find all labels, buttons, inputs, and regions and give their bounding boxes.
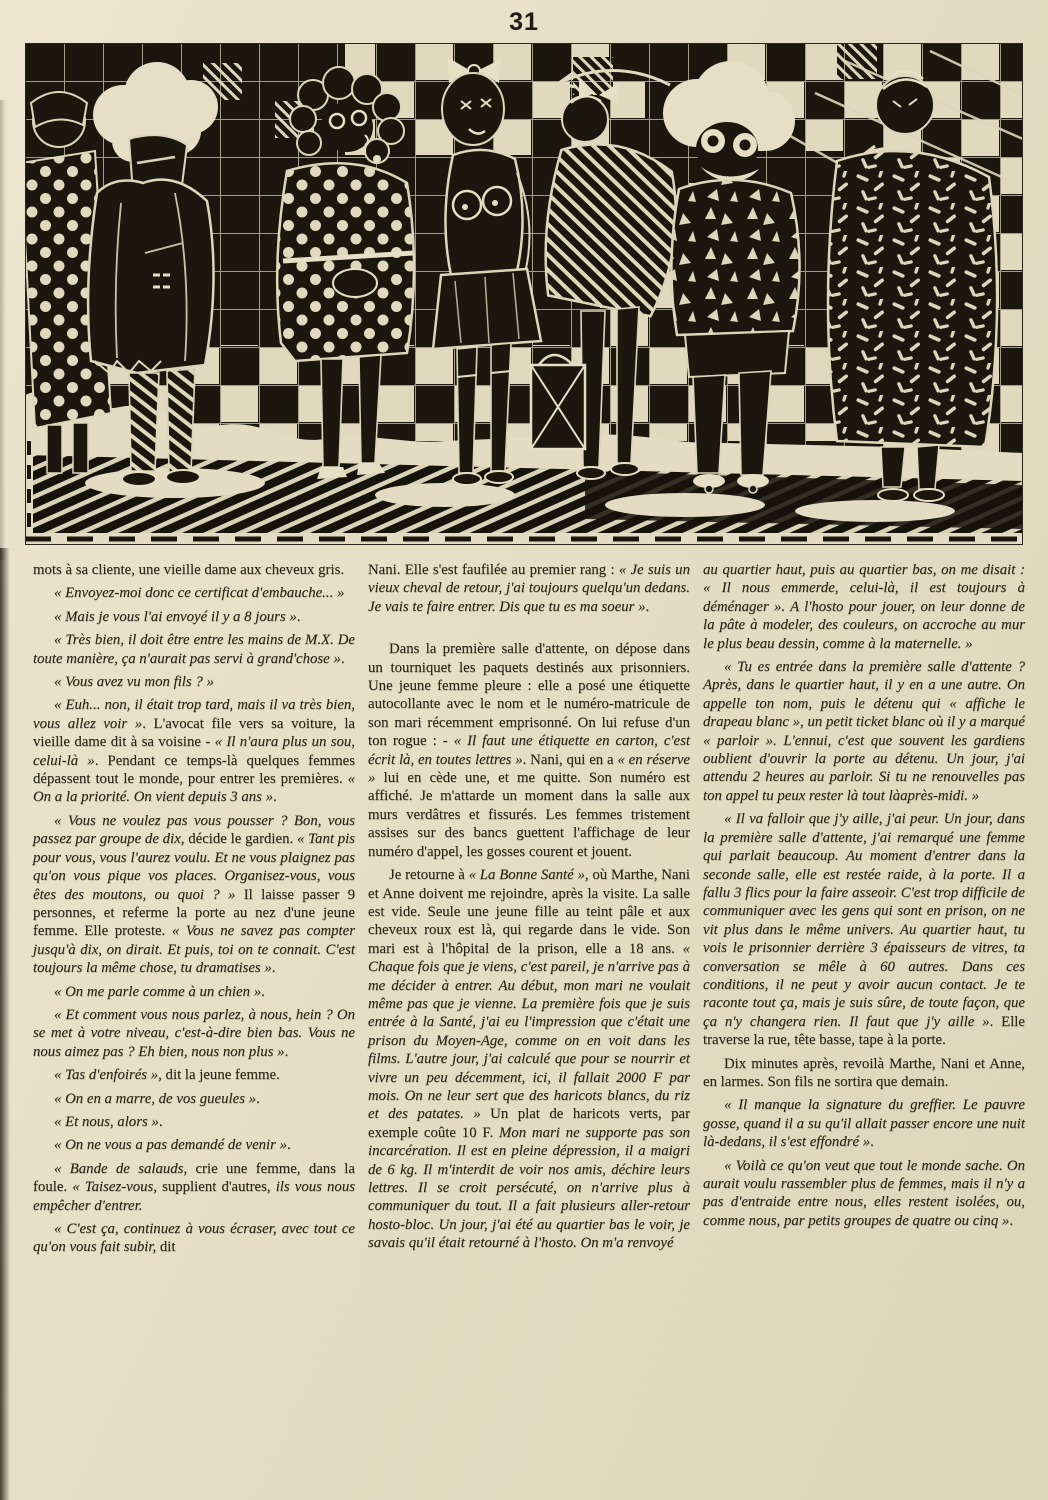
paragraph: « Envoyez-moi donc ce certificat d'embauche... » — [54, 585, 345, 602]
paragraph: « On me parle comme à un chien ». — [54, 983, 265, 1000]
paragraph: « On en a marre, de vos gueules ». — [54, 1090, 260, 1107]
paragraph: Nani. Elle s'est faufilée au premier rang : « Je suis un vieux cheval de retour, j'ai toujours quelqu'un dedans. Je vais te faire entrer. Dis que tu es ma soeur ». — [368, 562, 690, 615]
scan-edge-shadow-upper — [0, 100, 6, 560]
paragraph: « Très bien, il doit être entre les mains de M.X. De toute manière, ça n'aurait pas servi à grand'chose ». — [33, 632, 355, 667]
paragraph: mots à sa cliente, une vieille dame aux cheveux gris. — [33, 562, 345, 578]
paragraph: « C'est ça, continuez à vous écraser, avec tout ce qu'on vous fait subir, dit — [33, 1221, 355, 1256]
linocut-illustration — [25, 43, 1023, 545]
paragraph: Je retourne à « La Bonne Santé », où Marthe, Nani et Anne doivent me rejoindre, après la visite. La salle est vide. Seule une jeune fille au teint pâle et aux cheveux roux est là, qui regarde dans le vide. Son mari est à l'hôpital de la prison, elle a 18 ans. « Chaque fois que je viens, c'est pareil, je n'arrive pas à me décider à entrer. Au début, mon mari ne voulait même pas que je vienne. La première fois que je suis entrée à la Santé, j'ai eu l'impression que c'était une prison du Moyen-Age, comme on en voit dans les films. L'autre jour, j'ai calculé que pour se nourrir et vivre un peu décemment, ici, il fallait 2000 F par mois. On ne leur sert que des haricots blancs, du riz et des patates. » Un plat de haricots verts, par exemple coûte 10 F. Mon mari ne supporte pas son incarcération. Il est en pleine dépression, il a maigri de 6 kg. Il m'interdit de voir nos amis, déchire leurs lettres. Il se croit persécuté, on n'arrive plus à communiquer du tout. Il a fait plusieurs aller-retour hosto-bloc. Un jour, j'ai été au quartier bas le voir, je savais qu'il était retourné à l'hosto. On m'a renvoyé — [368, 867, 690, 1252]
paragraph: « Bande de salauds, crie une femme, dans la foule. « Taisez-vous, supplient d'autres, ils vous nous empêcher d'entrer. — [33, 1160, 355, 1214]
paragraph: « Il manque la signature du greffier. Le pauvre gosse, quand il a su qu'il allait passer encore une nuit là-dedans, il s'est effondré ». — [703, 1097, 1025, 1151]
article-body — [33, 556, 1025, 1257]
paragraph: « Vous ne voulez pas vous pousser ? Bon, vous passez par groupe de dix, décide le gardien. « Tant pis pour vous, vous l'aurez voulu. Et ne vous plaignez pas qu'on vous pique vos places. Organisez-vous, vous êtes des moutons, ou quoi ? » Il laisse passer 9 personnes, et referme la porte au nez d'une jeune femme. Elle proteste. « Vous ne savez pas compter jusqu'à dix, on dirait. Et puis, toi on te connait. C'est toujours la même chose, tu dramatises ». — [33, 812, 356, 977]
text-column-2 — [368, 556, 690, 1257]
paragraph: « Voilà ce qu'on veut que tout le monde sache. On aurait voulu rassembler plus de femmes, mais il n'y a pas d'entraide entre nous, elles restent isolées, ou, comme nous, par petits groupes de quatre ou cinq ». — [703, 1157, 1025, 1229]
text-column-1 — [33, 556, 355, 1257]
scan-edge-shadow — [0, 548, 10, 1500]
paragraph: « Tas d'enfoirés », dit la jeune femme. — [54, 1067, 280, 1084]
paragraph: Dix minutes après, revoilà Marthe, Nani et Anne, en larmes. Son fils ne sortira que demain. — [703, 1055, 1025, 1090]
paragraph: Dans la première salle d'attente, on dépose dans un tourniquet les paquets destinés aux prisonniers. Une jeune femme pleure : elle a posé une étiquette autocollante avec le nom et le numéro-matricule de son mari récemment emprisonné. On lui refuse d'un ton rogue : - « Il faut une étiquette en carton, c'est écrit là, en toutes lettres ». Nani, qui en a « en réserve » lui en cède une, et me quitte. Son numéro est affiché. Je m'attarde un moment dans la salle aux murs verdâtres et fissurés. Les femmes tristement assises sur des bancs guettent l'affichage de leur numéro d'appel, les gosses courent et jouent. — [368, 641, 690, 860]
page-number: 31 — [509, 8, 539, 36]
paragraph: « Tu es entrée dans la première salle d'attente ? Après, dans le quartier haut, il y en a une autre. On appelle ton nom, puis le détenu qui « affiche le drapeau blanc », un petit ticket blanc où il y a marqué « parloir ». L'ennui, c'est que souvent les gardiens oublient d'ouvrir la porte au détenu. Un jour, j'ai attendu 2 heures au parloir. Si tu ne renouvelles pas ton appel tu peux rester là tout làaprès-midi. » — [703, 659, 1025, 804]
paragraph: « Il va falloir que j'y aille, j'ai peur. Un jour, dans la première salle d'attente, j'ai remarqué une femme qui parlait beaucoup. Au moment d'entrer dans la seconde salle, elle est restée raide, à la porte. Il a fallu 3 flics pour la faire asseoir. C'est trop difficile de communiquer avec les gens qui sont en prison, on ne vit plus dans le même univers. Au quartier haut, tu vois le prisonnier derrière 3 épaisseurs de vitres, ta conversation se mêle à 60 autres. Dans ces conditions, il ne peut y avoir aucun contact. Je te raconte tout ça, mais je suis sûre, de toute façon, que ça n'y changera rien. Il faut que j'y aille ». Elle traverse la rue, tête basse, tape à la porte. — [703, 811, 1025, 1049]
paragraph: au quartier haut, puis au quartier bas, on me disait : « Il nous emmerde, celui-là, il est toujours à déménager ». A l'hosto pour jouer, on leur donne de la pâte à modeler, des couleurs, on accroche au mur le plus beau dessin, comme à la maternelle. » — [703, 562, 1025, 652]
paragraph: « Et comment vous nous parlez, à nous, hein ? On se met à votre niveau, c'est-à-dire bien bas. Vous ne nous aimez pas ? Eh bien, nous non plus ». — [33, 1006, 355, 1060]
paragraph: « On ne vous a pas demandé de venir ». — [54, 1137, 291, 1154]
paragraph: « Vous avez vu mon fils ? » — [54, 674, 214, 691]
paragraph: « Et nous, alors ». — [54, 1113, 163, 1130]
text-column-3 — [703, 556, 1025, 1257]
paragraph: « Euh... non, il était trop tard, mais il va très bien, vous allez voir ». L'avocat file vers sa voiture, la vieille dame dit à sa voisine - « Il n'aura plus un sou, celui-là ». Pendant ce temps-là quelques femmes dépassent tout le monde, pour entrer les premières. « On a la priorité. On vient depuis 3 ans ». — [33, 697, 356, 806]
paragraph: « Mais je vous l'ai envoyé il y a 8 jours ». — [54, 608, 301, 625]
